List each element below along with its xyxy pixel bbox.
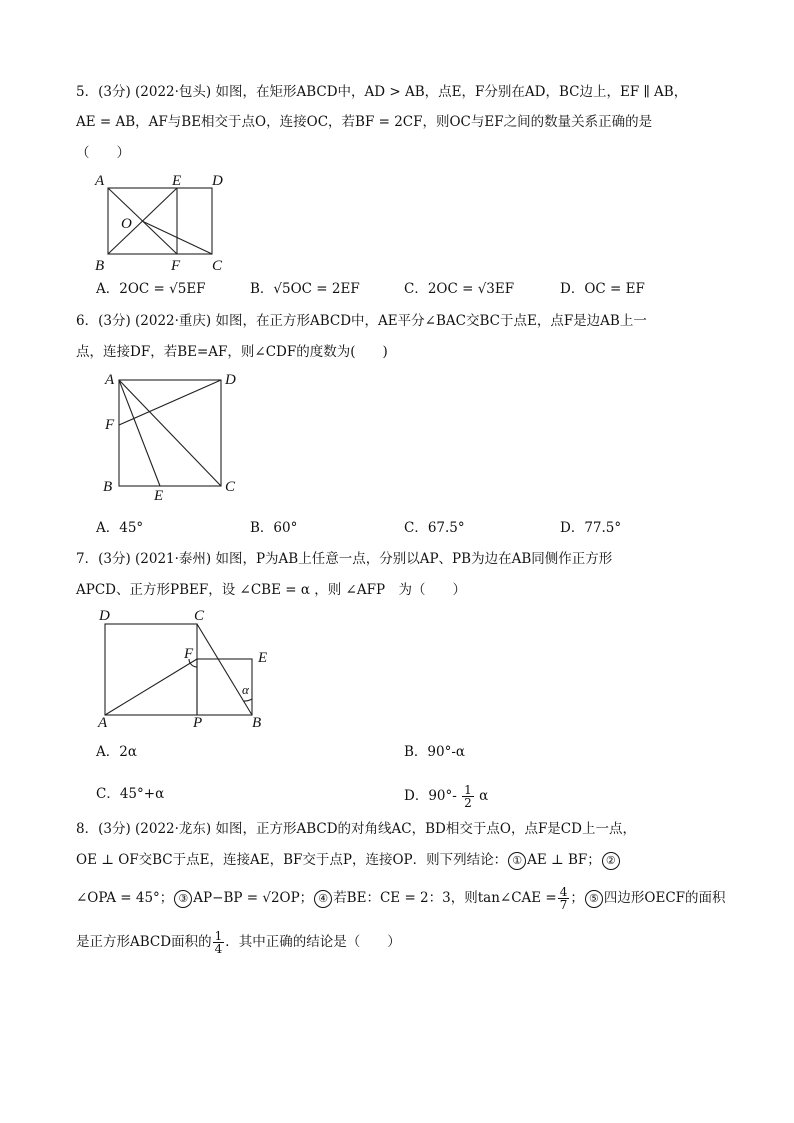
q6-figure <box>100 366 250 506</box>
q5-stem-line2: AE = AB，AF与BE相交于点O，连接OC，若BF = 2CF，则OC与EF之间的数量关系正确的是 <box>76 114 653 130</box>
q7-label-d: D <box>99 608 110 624</box>
q7-option-d-frac-den: 2 <box>464 796 472 810</box>
q8-conclusion-2-marker: ② <box>602 852 620 870</box>
q8-conclusion-1-text: AE ⊥ BF； <box>527 852 601 868</box>
q6-label-a: A <box>105 372 115 388</box>
q8-conclusion-3-marker: ③ <box>174 890 192 908</box>
q5-figure <box>90 168 240 278</box>
q8-conclusion-4-text: 若BE：CE = 2：3，则tan∠CAE = <box>333 890 557 906</box>
q8-conclusion-5-marker: ⑤ <box>585 890 603 908</box>
q8-conclusion-3-text: AP−BP = √2OP； <box>193 890 314 906</box>
q6-stem-line1: 6．(3分) (2022·重庆) 如图，在正方形ABCD中，AE平分∠BAC交BC于点E，点F是边AB上一 <box>76 313 647 329</box>
q7-option-b[interactable]: B．90°-α <box>404 744 466 760</box>
q5-option-a[interactable]: A．2OC = √5EF <box>96 281 206 297</box>
q6-option-b[interactable]: B．60° <box>250 520 298 536</box>
q5-option-c[interactable]: C．2OC = √3EF <box>404 281 515 297</box>
q8-line2-text: OE ⊥ OF交BC于点E，连接AE，BF交于点P，连接OP．则下列结论： <box>76 852 508 868</box>
q6-stem-line2: 点，连接DF，若BE=AF，则∠CDF的度数为( ) <box>76 344 388 360</box>
q7-option-d-fraction <box>462 784 474 809</box>
q7-segment-af <box>105 659 197 715</box>
q7-figure <box>94 604 284 734</box>
q6-label-d: D <box>225 372 236 388</box>
q8-conclusion-5-text: 四边形OECF的面积 <box>603 890 726 906</box>
q7-option-d-suffix: α <box>479 788 489 804</box>
q8-stem-line1: 8．(3分) (2022·龙东) 如图，正方形ABCD的对角线AC，BD相交于点O，点F是CD上一点， <box>76 821 636 837</box>
q6-segment-df <box>119 380 221 425</box>
q7-option-c[interactable]: C．45°+α <box>96 786 165 802</box>
q7-label-a: A <box>98 715 108 731</box>
q5-label-a: A <box>95 173 105 189</box>
q8-c4-frac-num: 4 <box>559 885 568 899</box>
q6-option-a[interactable]: A．45° <box>96 520 144 536</box>
q5-option-b[interactable]: B．√5OC = 2EF <box>250 281 360 297</box>
q5-label-o: O <box>121 216 132 232</box>
q8-conclusion-4-marker: ④ <box>314 890 332 908</box>
q8-stem-line2 <box>76 850 621 870</box>
q7-label-c: C <box>194 608 205 624</box>
q7-label-b: B <box>252 715 262 731</box>
q7-option-d-frac-num: 1 <box>464 783 472 797</box>
q5-option-d[interactable]: D．OC = EF <box>560 281 645 297</box>
q6-diagonal-ac <box>119 380 221 486</box>
q8-c4-frac-den: 7 <box>559 898 568 912</box>
q7-label-p: P <box>193 715 203 731</box>
q6-label-f: F <box>105 417 115 433</box>
q7-square-apcd <box>105 624 197 715</box>
q5-label-b: B <box>95 258 105 274</box>
q8-conclusion-2-text: ∠OPA = 45°； <box>76 890 174 906</box>
q8-line4-fraction <box>213 930 225 955</box>
q7-option-a[interactable]: A．2α <box>96 744 137 760</box>
q8-stem-line4 <box>76 930 401 955</box>
q8-line4-text: 是正方形ABCD面积的 <box>76 934 212 950</box>
q6-option-c[interactable]: C．67.5° <box>404 520 465 536</box>
q8-stem-line3: ∠OPA = 45°； ③ AP−BP = √2OP； ④ 若BE：CE = 2：3，则tan∠CAE = $\frac{4}{7}$ ； ⑤ 四边形OECF的面积 <box>76 885 726 912</box>
q8-line4-frac-den: 4 <box>214 942 223 956</box>
q6-label-e: E <box>154 488 164 504</box>
q5-stem-line1: 5．(3分) (2022·包头) 如图，在矩形ABCD中，AD > AB，点E，F分别在AD，BC边上，EF ∥ AB， <box>76 84 688 100</box>
q6-label-b: B <box>103 479 113 495</box>
q6-option-d[interactable]: D．77.5° <box>560 520 622 536</box>
q7-label-f: F <box>184 646 194 662</box>
q6-segment-ae <box>119 380 160 486</box>
q7-option-d-text: D．90°- <box>404 788 457 804</box>
q6-label-c: C <box>225 479 236 495</box>
q5-label-d: D <box>212 173 223 189</box>
q7-stem-line2: APCD、正方形PBEF，设 ∠CBE = α ，则 ∠AFP 为（ ） <box>76 582 467 598</box>
q7-option-d[interactable] <box>404 784 488 809</box>
q8-conclusion-1-marker: ① <box>508 852 526 870</box>
q7-label-alpha: α <box>242 682 249 697</box>
q7-stem-line1: 7．(3分) (2021·泰州) 如图，P为AB上任意一点，分别以AP、PB为边在AB同侧作正方形 <box>76 551 613 567</box>
q5-label-c: C <box>212 258 223 274</box>
q5-stem-line3: （ ） <box>76 145 130 161</box>
q8-line4-frac-num: 1 <box>214 929 223 943</box>
q5-label-f: F <box>171 258 181 274</box>
q7-label-e: E <box>258 650 268 666</box>
q8-line4-tail: ．其中正确的结论是（ ） <box>225 934 401 950</box>
q5-label-e: E <box>172 173 182 189</box>
q8-conclusion-4-fraction <box>558 886 570 911</box>
q7-angle-mark-alpha <box>243 699 252 701</box>
